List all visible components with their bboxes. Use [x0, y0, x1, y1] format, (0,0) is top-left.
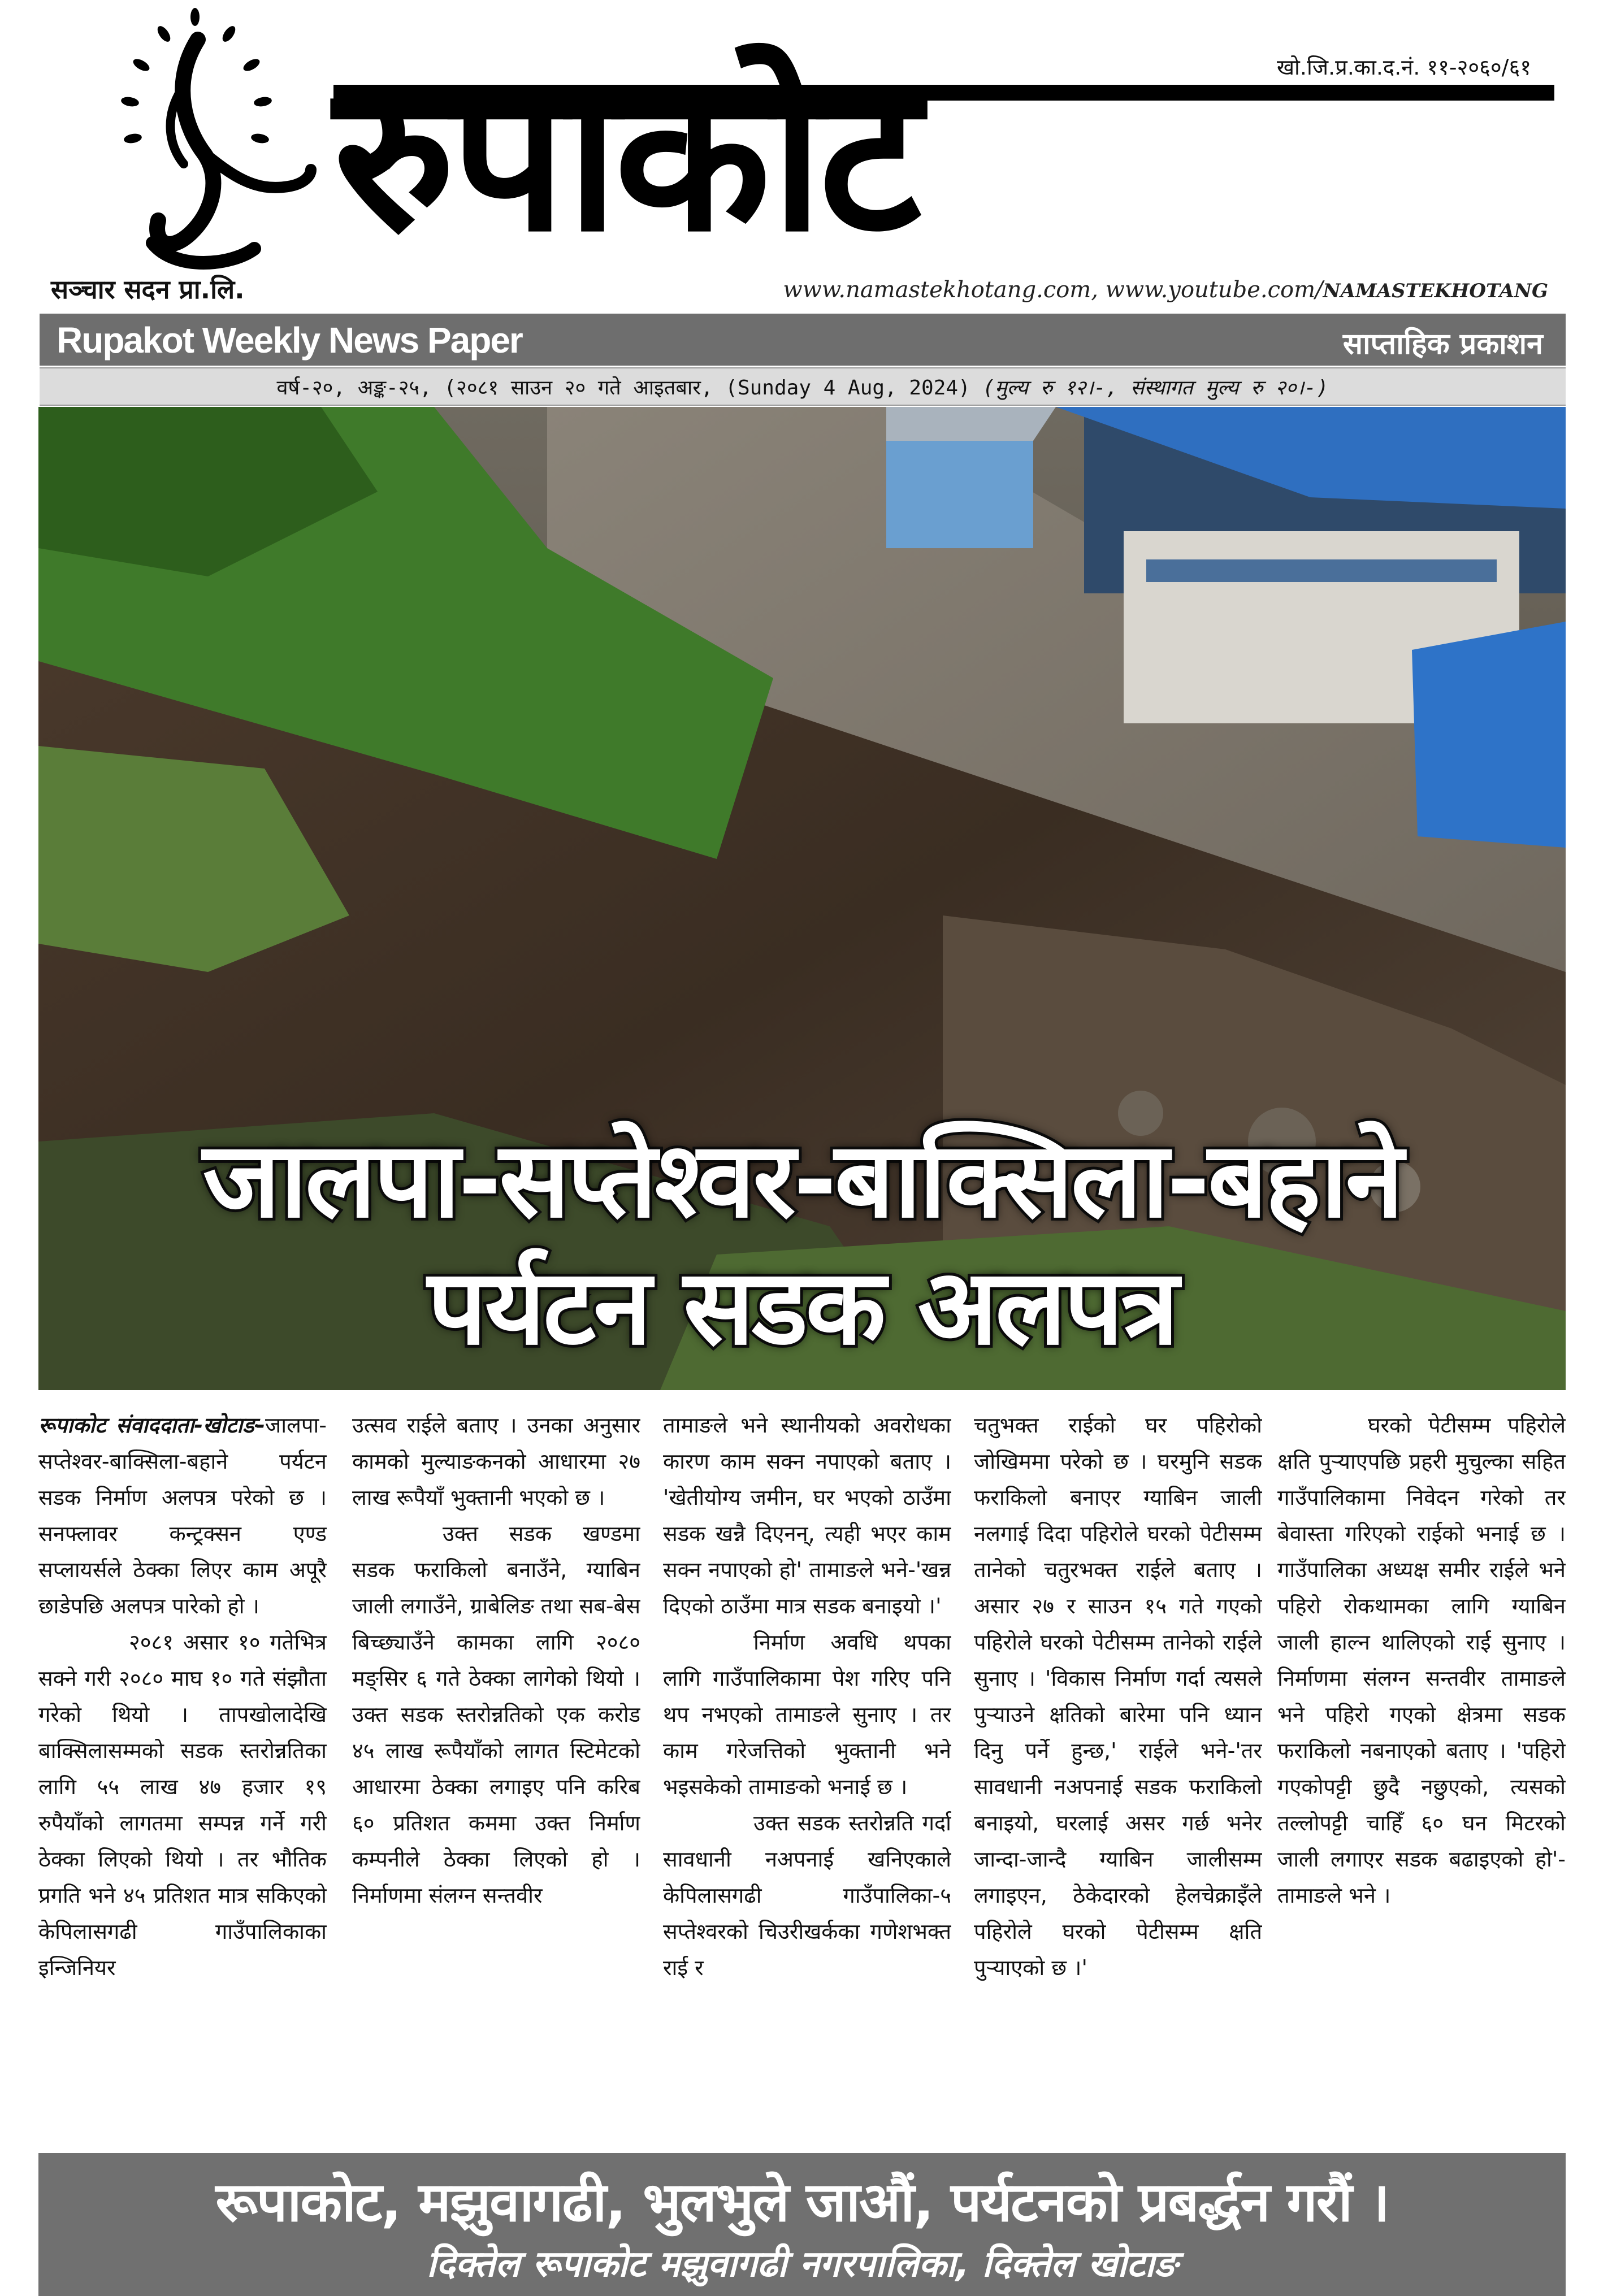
web-links-channel: NAMASTEKHOTANG [1323, 280, 1548, 302]
footer-slogan: रूपाकोट, मझुवागढी, भुलभुले जाऔं, पर्यटनको प्रबर्द्धन गरौं । [215, 2171, 1389, 2234]
issue-info [40, 373, 1566, 401]
issue-price: (मुल्य रु १२।-, संस्थागत मुल्य रु २०।-) [982, 376, 1329, 400]
article-paragraph [38, 1407, 327, 1624]
headline-line-1: जालपा-सप्तेश्वर-बाक्सिला-बहाने [202, 1119, 1402, 1241]
newspaper-title: रुपाकोट [333, 40, 917, 276]
article-column-5 [1277, 1407, 1566, 2142]
article-paragraph: उत्सव राईले बताए । उनका अनुसार कामको मुल्याङकनको आधारमा २७ लाख रूपैयाँ भुक्तानी भएको छ । [352, 1413, 640, 1510]
article-paragraph: उक्त सडक खण्डमा सडक फराकिलो बनाउँने, ग्याबिन जाली लगाउँने, ग्राबेलिङ तथा सब-बेस बिच्छ्याउँने कामका लागि २०८० मङ्सिर ६ गते ठेक्का लागेको थियो । उक्त सडक स्तरोन्नतिको एक करोड ४५ लाख रूपैयाँको लागत स्टिमेटको आधारमा ठेक्का लगाइए पनि करिब ६० प्रतिशत कममा उक्त निर्माण कम्पनीले ठेक्का लिएको हो । निर्माणमा संलग्न सन्तवीर [352, 1521, 640, 1908]
headline-line-2: पर्यटन सडक अलपत्र [427, 1246, 1177, 1368]
article-column-4 [974, 1407, 1262, 2142]
banner-bar [40, 314, 1566, 366]
article-paragraph: निर्माण अवधि थपका लागि गाउँपालिकामा पेश गरिए पनि थप नभएको तामाङले सुनाए । तर काम गरेजत्तिको भुक्तानी भने भइसकेको तामाङको भनाई छ । [663, 1630, 951, 1799]
footer-banner [38, 2153, 1566, 2296]
web-links-text: www.namastekhotang.com, www.youtube.com/ [783, 277, 1323, 303]
footer-sponsor: दिक्तेल रूपाकोट मझुवागढी नगरपालिका, दिक्तेल खोटाङ [426, 2243, 1178, 2285]
article-paragraph: २०८१ असार १० गतेभित्र सक्ने गरी २०८० माघ १० गते संझौता गरेको थियो । तापखोलादेखि बाक्सिलासम्मको सडक स्तरोन्नतिका लागि ५५ लाख ४७ हजार १९ रुपैयाँको लागतमा सम्पन्न गर्ने गरी ठेक्का लिएको थियो । तर भौतिक प्रगति भने ४५ प्रतिशत मात्र सकिएको केपिलासगढी गाउँपालिकाका इन्जिनियर [38, 1630, 327, 1980]
registration-number: खो.जि.प्र.का.द.नं. ११-२०६०/६१ [1276, 55, 1531, 80]
issue-bar [40, 367, 1566, 406]
article-column-2 [352, 1407, 640, 2142]
article-body [38, 1407, 1566, 2142]
masthead [0, 0, 1599, 311]
article-column-1 [38, 1407, 327, 2142]
article-paragraph: उक्त सडक स्तरोन्नति गर्दा सावधानी नअपनाई खनिएकाले केपिलासगढी गाउँपालिका-५ सप्तेश्वरको चिउरीखर्कका गणेशभक्त राई र [663, 1811, 951, 1980]
flame-logo-icon [85, 6, 322, 271]
publisher-name: सञ्चार सदन प्रा.लि. [51, 274, 245, 305]
article-paragraph: तामाङले भने स्थानीयको अवरोधका कारण काम सक्न नपाएको बताए । 'खेतीयोग्य जमीन, घर भएको ठाउँमा सडक खन्नै दिएनन्, त्यही भएर काम सक्न नपाएको हो' तामाङले भने-'खन्न दिएको ठाउँमा मात्र सडक बनाइयो ।' [663, 1413, 951, 1618]
byline: रूपाकोट संवाददाता-खोटाङ- [38, 1413, 266, 1438]
paragraph-text: जालपा-सप्तेश्वर-बाक्सिला-बहाने पर्यटन सडक निर्माण अलपत्र परेको छ । सनफ्लावर कन्ट्रक्सन एण्ड सप्लायर्सले ठेक्का लिएर काम अपूरै छाडेपछि अलपत्र पारेको हो । [38, 1413, 327, 1618]
article-column-3 [663, 1407, 951, 2142]
publication-type: साप्ताहिक प्रकाशन [1342, 327, 1543, 361]
article-paragraph: घरको पेटीसम्म पहिरोले क्षति पुऱ्याएपछि प्रहरी मुचुल्का सहित गाउँपालिकामा निवेदन गरेको तर बेवास्ता गरिएको राईको भनाई छ । गाउँपालिका अध्यक्ष समीर राईले भने पहिरो रोकथामका लागि ग्याबिन जाली हाल्न थालिएको राई सुनाए । निर्माणमा संलग्न सन्तवीर तामाङले भने पहिरो गएको क्षेत्रमा सडक फराकिलो नबनाएको बताए । 'पहिरो गएकोपट्टी छुदै नछुएको, त्यसको तल्लोपट्टी चाहिँ ६० घन मिटरको जाली लगाएर सडक बढाइएको हो'-तामाङले भने । [1277, 1413, 1566, 1908]
web-links [783, 277, 1548, 303]
issue-date: वर्ष-२०, अङ्क-२५, (२०८१ साउन २० गते आइतबार, (Sunday 4 Aug, 2024) [276, 376, 970, 400]
article-paragraph: चतुभक्त राईको घर पहिरोको जोखिममा परेको छ । घरमुनि सडक फराकिलो बनाएर ग्याबिन जाली नलगाई दिदा पहिरोले घरको पेटीसम्म तानेको चतुरभक्त राईले बताए । असार २७ र साउन १५ गते गएको पहिरोले घरको पेटीसम्म तानेको राईले सुनाए । 'विकास निर्माण गर्दा त्यसले पुऱ्याउने क्षतिको बारेमा पनि ध्यान दिनु पर्ने हुन्छ,' राईले भने-'तर सावधानी नअपनाई सडक फराकिलो बनाइयो, घरलाई असर गर्छ भनेर जान्दा-जान्दै ग्याबिन जालीसम्म लगाइएन, ठेकेदारको हेलचेक्राइँले पहिरोले घरको पेटीसम्म क्षति पुऱ्याएको छ ।' [974, 1413, 1262, 1980]
english-name: Rupakot Weekly News Paper [57, 320, 522, 361]
